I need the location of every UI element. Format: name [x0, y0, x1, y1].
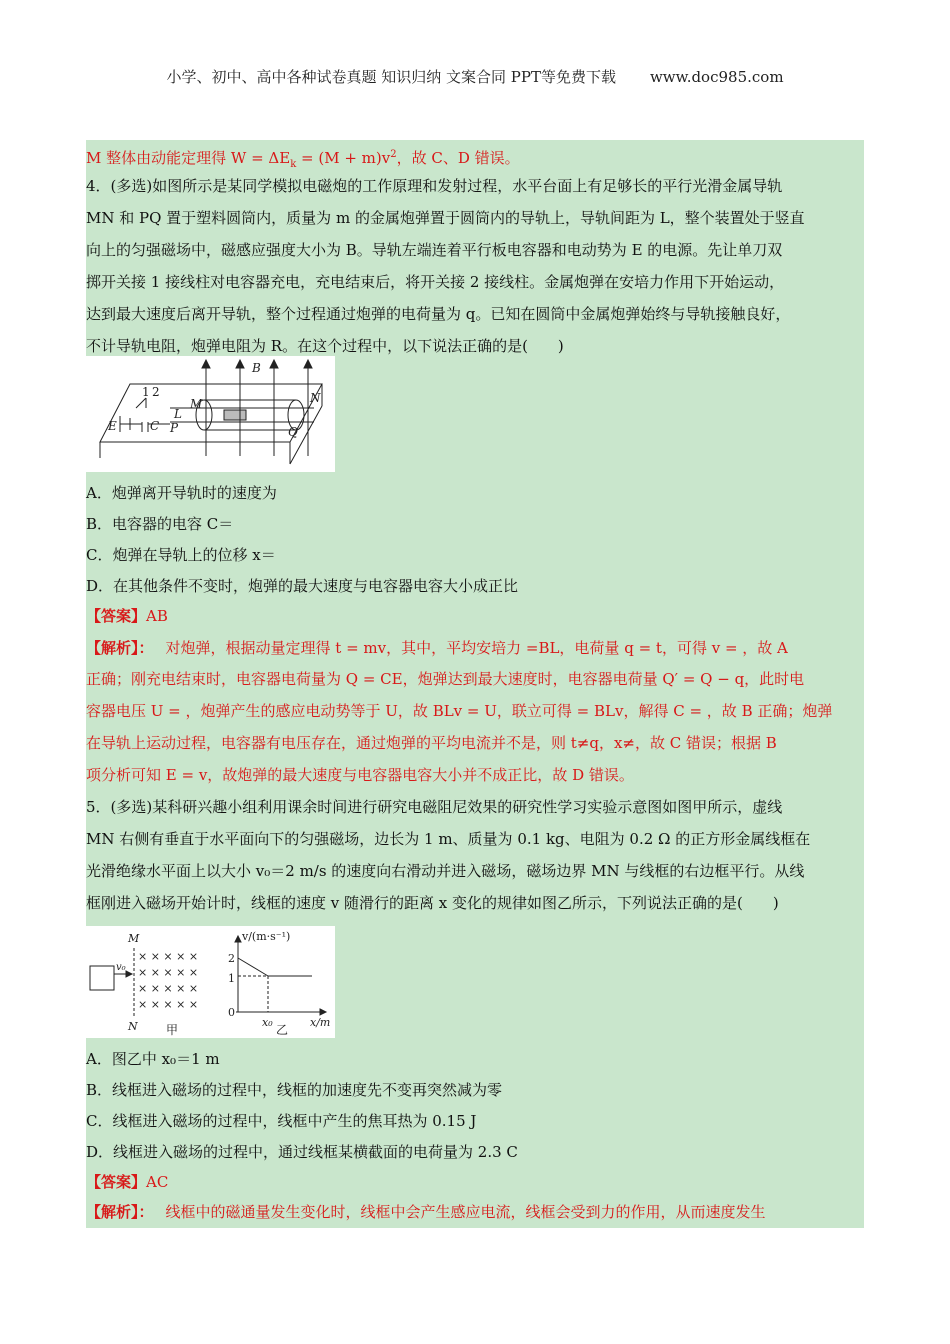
field-row-2: × × × × ×	[138, 966, 199, 979]
intro-prefix: M 整体由动能定理得 W = ΔE	[86, 149, 291, 167]
page-header	[0, 66, 950, 87]
header-site: www.doc985.com	[649, 68, 784, 86]
field-row-4: × × × × ×	[138, 998, 199, 1011]
q4-option-a: A．炮弹离开导轨时的速度为	[86, 484, 277, 502]
q4-analysis-5: 项分析可知 E = v，故炮弹的最大速度与电容器电容大小并不成正比，故 D 错误。	[86, 766, 634, 784]
fig5-label-n: N	[128, 1020, 138, 1033]
field-row-1: × × × × ×	[138, 950, 199, 963]
fig-label-2: 2	[152, 385, 160, 399]
q4-option-c: C．炮弹在导轨上的位移 x＝	[86, 546, 276, 564]
q4-analysis-label: 【解析】：	[86, 639, 154, 657]
q4-answer-label: 【答案】	[86, 607, 147, 625]
fig-label-c: C	[150, 419, 160, 433]
fig-label-q: Q	[288, 425, 298, 439]
fig5-yaxis-label: v/(m·s⁻¹)	[242, 930, 291, 943]
fig5-tick-2: 2	[228, 952, 235, 965]
fig5-label-m: M	[128, 932, 140, 945]
fig-label-1: 1	[142, 385, 150, 399]
q4-line-1: 4．(多选)如图所示是某同学模拟电磁炮的工作原理和发射过程，水平台面上有足够长的平行光滑金属导轨	[86, 177, 783, 195]
q4-line-6: 不计导轨电阻，炮弹电阻为 R。在这个过程中，以下说法正确的是( )	[86, 337, 564, 355]
content-area	[86, 140, 864, 1228]
q5-option-a: A．图乙中 x₀＝1 m	[86, 1050, 220, 1068]
q5-line-2: MN 右侧有垂直于水平面向下的匀强磁场，边长为 1 m、质量为 0.1 kg、电阻为 0.2 Ω 的正方形金属线框在	[86, 830, 811, 848]
q4-line-5: 达到最大速度后离开导轨，整个过程通过炮弹的电荷量为 q。已知在圆筒中金属炮弹始终与导轨接触良好，	[86, 305, 791, 323]
q5-answer	[86, 1172, 168, 1192]
fig5-tick-x0: x₀	[262, 1016, 273, 1029]
q5-answer-label: 【答案】	[86, 1173, 147, 1191]
fig-label-p: P	[170, 421, 179, 435]
intro-sup: 2	[390, 149, 397, 160]
fig5-xaxis-label: x/m	[310, 1016, 331, 1029]
q4-analysis-1	[86, 638, 788, 658]
fig-label-n: N	[310, 391, 321, 405]
fig-label-e: E	[108, 419, 117, 433]
q4-analysis-4: 在导轨上运动过程，电容器有电压存在，通过炮弹的平均电流并不是，则 t≠q，x≠，故 C 错误；根据 B	[86, 734, 777, 752]
q4-analysis-2: 正确；刚充电结束时，电容器电荷量为 Q = CE，炮弹达到最大速度时，电容器电荷量 Q′ = Q − q，此时电	[86, 670, 805, 688]
fig-label-l: L	[174, 407, 182, 421]
q5-line-1: 5．(多选)某科研兴趣小组利用课余时间进行研究电磁阻尼效果的研究性学习实验示意图如图甲所示，虚线	[86, 798, 783, 816]
field-row-3: × × × × ×	[138, 982, 199, 995]
header-text: 小学、初中、高中各种试卷真题 知识归纳 文案合同 PPT等免费下载	[166, 68, 616, 86]
q5-analysis-text: 线框中的磁通量发生变化时，线框中会产生感应电流，线框会受到力的作用，从而速度发生	[165, 1203, 766, 1221]
q5-line-3: 光滑绝缘水平面上以大小 v₀＝2 m/s 的速度向右滑动并进入磁场，磁场边界 MN 与线框的右边框平行。从线	[86, 862, 805, 880]
q5-analysis-label: 【解析】：	[86, 1203, 154, 1221]
q4-analysis-text-1: 对炮弹，根据动量定理得 t = mv，其中，平均安培力 =BL，电荷量 q = t，可得 v = ，故 A	[165, 639, 788, 657]
q4-answer-value: AB	[146, 607, 168, 625]
intro-line	[86, 145, 520, 175]
fig5-tick-0: 0	[228, 1006, 235, 1019]
intro-suffix: ，故 C、D 错误。	[396, 149, 520, 167]
q5-line-4: 框刚进入磁场开始计时，线框的速度 v 随滑行的距离 x 变化的规律如图乙所示，下列说法正确的是( )	[86, 894, 779, 912]
fig-label-jia: 甲	[166, 1023, 179, 1037]
railgun-figure	[86, 356, 335, 472]
q5-option-c: C．线框进入磁场的过程中，线框中产生的焦耳热为 0.15 J	[86, 1112, 477, 1130]
q4-option-d: D．在其他条件不变时，炮弹的最大速度与电容器电容大小成正比	[86, 577, 519, 595]
fig-label-b: B	[252, 361, 261, 375]
fig-label-m: M	[190, 397, 203, 411]
q5-analysis-1	[86, 1202, 766, 1222]
fig5-label-v0: v₀	[116, 962, 126, 973]
q4-line-2: MN 和 PQ 置于塑料圆筒内，质量为 m 的金属炮弹置于圆筒内的导轨上，导轨间距为 L，整个装置处于竖直	[86, 209, 805, 227]
q4-line-3: 向上的匀强磁场中，磁感应强度大小为 B。导轨左端连着平行板电容器和电动势为 E 的电源。先让单刀双	[86, 241, 783, 259]
intro-mid: = (M + m)v	[296, 149, 391, 167]
q4-option-b: B．电容器的电容 C＝	[86, 515, 234, 533]
q5-option-b: B．线框进入磁场的过程中，线框的加速度先不变再突然减为零	[86, 1081, 503, 1099]
q4-line-4: 掷开关接 1 接线柱对电容器充电，充电结束后，将开关接 2 接线柱。金属炮弹在安培力作用下开始运动，	[86, 273, 785, 291]
q5-answer-value: AC	[146, 1173, 169, 1191]
damping-figure	[86, 926, 335, 1038]
fig5-tick-1: 1	[228, 972, 235, 985]
fig-label-yi: 乙	[276, 1023, 289, 1037]
q4-analysis-3: 容器电压 U = ，炮弹产生的感应电动势等于 U，故 BLv = U，联立可得 = BLv，解得 C = ，故 B 正确；炮弹	[86, 702, 833, 720]
q4-answer	[86, 606, 168, 626]
intro-sub: k	[290, 159, 297, 170]
q5-option-d: D．线框进入磁场的过程中，通过线框某横截面的电荷量为 2.3 C	[86, 1143, 518, 1161]
